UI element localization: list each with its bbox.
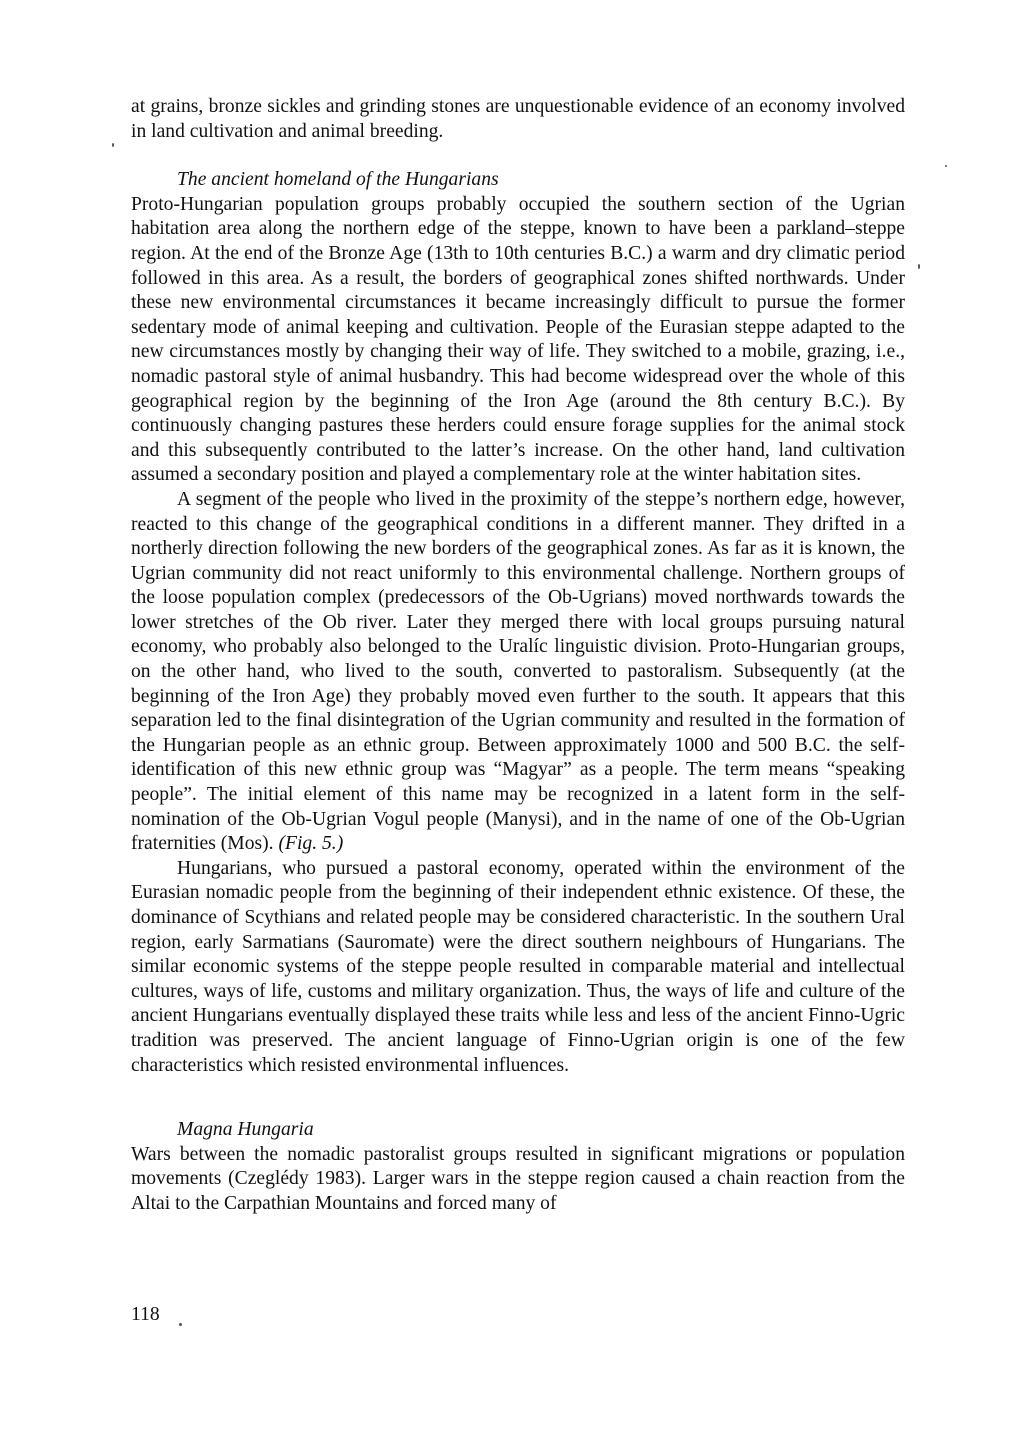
section-heading-magna-hungaria: Magna Hungaria: [177, 1119, 314, 1141]
page-number: 118: [131, 1304, 160, 1325]
section-heading-ancient-homeland: The ancient homeland of the Hungarians: [177, 169, 499, 191]
scan-speck: [179, 1323, 182, 1326]
scan-speck: [945, 165, 947, 167]
intro-paragraph: at grains, bronze sickles and grinding stones are unquestionable evidence of an economy involved in land cultivation and animal breeding.: [131, 96, 905, 142]
body-paragraph: Hungarians, who pursued a pastoral economy, operated within the environment of the Eurasian nomadic people from the beginning of their independent ethnic existence. Of these, the dominance of Scythians and related people may be considered characteristic. In the southern Ural region, early Sarmatians (Sauromate) were the direct southern neighbours of Hungarians. The similar economic systems of the steppe people resulted in comparable material and intellectual cultures, ways of life, customs and military organization. Thus, the ways of life and culture of the ancient Hungarians eventually displayed these traits while less and less of the ancient Finno-Ugric tradition was preserved. The ancient language of Finno-Ugrian origin is one of the few characteristics which resisted environmental influences.: [131, 857, 905, 1076]
body-paragraph: [131, 488, 905, 857]
section-gap: [131, 144, 905, 168]
section-gap: [131, 1078, 905, 1118]
body-paragraph: Proto-Hungarian population groups probably occupied the southern section of the Ugrian habitation area along the northern edge of the steppe, known to have been a parkland–steppe region. At the end of the Bronze Age (13th to 10th centuries B.C.) a warm and dry climatic period followed in this area. As a result, the borders of geographical zones shifted northwards. Under these new environmental circumstances it became increasingly difficult to pursue the former sedentary mode of animal keeping and cultivation. People of the Eurasian steppe adapted to the new circumstances mostly by changing their way of life. They switched to a mobile, grazing, i.e., nomadic pastoral style of animal husbandry. This had become widespread over the whole of this geographical region by the beginning of the Iron Age (around the 8th century B.C.). By continuously changing pastures these herders could ensure forage supplies for the animal stock and this subsequently contributed to the latter’s increase. On the other hand, land cultivation assumed a secondary position and played a complementary role at the winter habitation sites.: [131, 193, 905, 486]
scan-speck: [918, 264, 920, 269]
figure-reference: (Fig. 5.): [278, 833, 344, 855]
body-paragraph-text: A segment of the people who lived in the proximity of the steppe’s northern edge, however, reacted to this change of the geographical conditions in a different manner. They drifted in a northerly direction following the new borders of the geographical zones. As far as it is known, the Ugrian community did not react uniformly to this environmental challenge. Northern groups of the loose population complex (predecessors of the Ob-Ugrians) moved northwards towards the lower stretches of the Ob river. Later they merged there with local groups pursuing natural economy, who probably also belonged to the Uralíc linguistic division. Proto-Hungarian groups, on the other hand, who lived to the south, converted to pastoralism. Subsequently (at the beginning of the Iron Age) they probably moved even further to the south. It appears that this separation led to the final disintegration of the Ugrian community and resulted in the formation of the Hungarian people as an ethnic group. Between approximately 1000 and 500 B.C. the self-identification of this new ethnic group was “Magyar” as a people. The term means “speaking people”. The initial element of this name may be recognized in a latent form in the self-nomination of the Ob-Ugrian Vogul people (Manysi), and in the name of one of the Ob-Ugrian fraternities (Mos).: [131, 488, 905, 855]
scan-speck: [112, 143, 114, 147]
body-paragraph: Wars between the nomadic pastoralist groups resulted in significant migrations or population movements (Czeglédy 1983). Larger wars in the steppe region caused a chain reaction from the Altai to the Carpathian Mountains and forced many of: [131, 1143, 905, 1214]
text-column: [131, 95, 905, 1217]
